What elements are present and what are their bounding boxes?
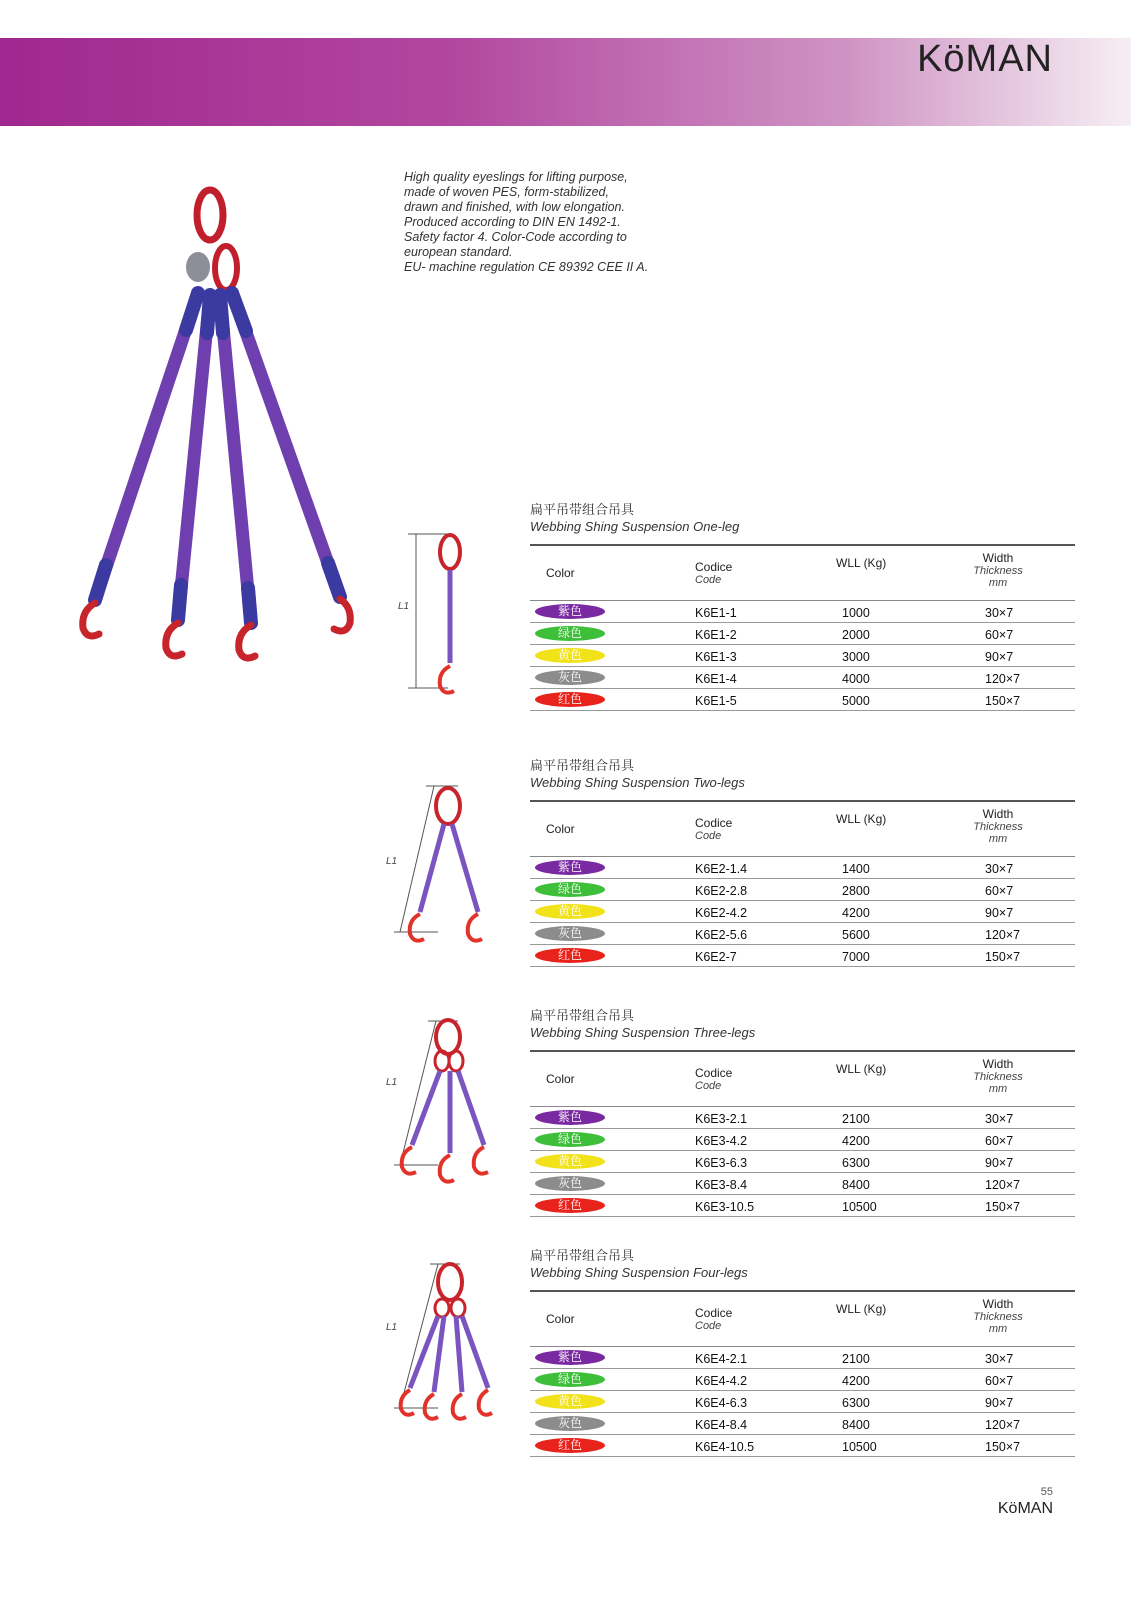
color-badge: 灰色 bbox=[535, 926, 605, 941]
table-row bbox=[530, 857, 1075, 879]
master-link-icon bbox=[186, 190, 237, 290]
hook-icon bbox=[440, 1155, 454, 1182]
wll-cell: 10500 bbox=[842, 1440, 877, 1454]
product-description bbox=[404, 170, 664, 275]
table-row bbox=[530, 667, 1075, 689]
table-row bbox=[530, 1391, 1075, 1413]
color-badge: 绿色 bbox=[535, 882, 605, 897]
wll-cell: 2100 bbox=[842, 1352, 870, 1366]
table-row bbox=[530, 601, 1075, 623]
dim-cell: 120×7 bbox=[985, 1178, 1021, 1192]
dim-cell: 90×7 bbox=[985, 1396, 1014, 1410]
dim-cell: 150×7 bbox=[985, 950, 1021, 964]
section-title-cn: 扁平吊带组合吊具 bbox=[530, 502, 635, 517]
header-code: Codice Code bbox=[695, 816, 733, 842]
footer-brand-logo: KöMAN bbox=[997, 1500, 1053, 1517]
wll-cell: 4200 bbox=[842, 1374, 870, 1388]
code-cell: K6E2-4.2 bbox=[695, 906, 748, 920]
color-badge: 红色 bbox=[535, 948, 605, 963]
one-leg-diagram bbox=[398, 528, 508, 708]
header-wll: WLL (Kg) bbox=[836, 812, 887, 826]
hook-icon bbox=[453, 1394, 466, 1419]
dim-cell: 30×7 bbox=[985, 1112, 1014, 1126]
section-one-leg bbox=[530, 502, 1075, 708]
section-title-en: Webbing Shing Suspension Four-legs bbox=[530, 1265, 748, 1280]
table-row bbox=[530, 689, 1075, 711]
description-line: Produced according to DIN EN 1492-1. bbox=[404, 215, 621, 229]
wll-cell: 4200 bbox=[842, 906, 870, 920]
dimension-label: L1 bbox=[386, 1077, 398, 1088]
description-line: EU- machine regulation CE 89392 CEE II A. bbox=[404, 260, 649, 274]
code-cell: K6E2-2.8 bbox=[695, 884, 748, 898]
color-badge: 紫色 bbox=[535, 604, 605, 619]
code-cell: K6E3-4.2 bbox=[695, 1134, 748, 1148]
color-badge: 紫色 bbox=[535, 1350, 605, 1365]
dim-cell: 60×7 bbox=[985, 1134, 1014, 1148]
header-color: Color bbox=[546, 566, 575, 580]
webbing-sleeves bbox=[95, 293, 340, 623]
table-row bbox=[530, 1347, 1075, 1369]
section-three-legs bbox=[530, 1008, 1075, 1214]
master-link-icon bbox=[438, 1264, 462, 1300]
wll-cell: 4000 bbox=[842, 672, 870, 686]
color-badge: 灰色 bbox=[535, 670, 605, 685]
dim-cell: 30×7 bbox=[985, 862, 1014, 876]
table-row bbox=[530, 879, 1075, 901]
header-code: Codice Code bbox=[695, 560, 733, 586]
color-badge: 灰色 bbox=[535, 1176, 605, 1191]
header-width: Width Thickness mm bbox=[973, 1057, 1023, 1095]
four-legs-diagram bbox=[386, 1258, 508, 1438]
wll-cell: 6300 bbox=[842, 1156, 870, 1170]
wll-cell: 1000 bbox=[842, 606, 870, 620]
table-row bbox=[530, 1107, 1075, 1129]
section-title-cn: 扁平吊带组合吊具 bbox=[530, 1248, 635, 1263]
spec-table bbox=[530, 544, 1075, 711]
code-cell: K6E1-2 bbox=[695, 628, 737, 642]
wll-cell: 4200 bbox=[842, 1134, 870, 1148]
section-title-cn: 扁平吊带组合吊具 bbox=[530, 758, 635, 773]
wll-cell: 8400 bbox=[842, 1418, 870, 1432]
code-cell: K6E1-1 bbox=[695, 606, 737, 620]
wll-cell: 6300 bbox=[842, 1396, 870, 1410]
dim-cell: 120×7 bbox=[985, 672, 1021, 686]
wll-cell: 5000 bbox=[842, 694, 870, 708]
wll-cell: 10500 bbox=[842, 1200, 877, 1214]
color-badge: 绿色 bbox=[535, 1132, 605, 1147]
code-cell: K6E1-5 bbox=[695, 694, 737, 708]
header-code: Codice Code bbox=[695, 1066, 733, 1092]
color-badge: 紫色 bbox=[535, 1110, 605, 1125]
code-cell: K6E1-3 bbox=[695, 650, 737, 664]
wll-cell: 3000 bbox=[842, 650, 870, 664]
section-four-legs bbox=[530, 1248, 1075, 1454]
dim-cell: 150×7 bbox=[985, 1440, 1021, 1454]
code-cell: K6E2-5.6 bbox=[695, 928, 748, 942]
hook-icon bbox=[440, 666, 454, 693]
brand-logo: KöMAN bbox=[917, 38, 1053, 80]
dim-cell: 60×7 bbox=[985, 628, 1014, 642]
header-color: Color bbox=[546, 822, 575, 836]
spec-table bbox=[530, 1290, 1075, 1457]
header-width: Width Thickness mm bbox=[973, 551, 1023, 589]
header-wll: WLL (Kg) bbox=[836, 1062, 887, 1076]
wll-cell: 2000 bbox=[842, 628, 870, 642]
description-line: drawn and finished, with low elongation. bbox=[404, 200, 625, 214]
wll-cell: 7000 bbox=[842, 950, 870, 964]
code-cell: K6E3-10.5 bbox=[695, 1200, 755, 1214]
header-color: Color bbox=[546, 1072, 575, 1086]
webbing-legs bbox=[95, 293, 340, 623]
table-row bbox=[530, 1195, 1075, 1217]
table-row bbox=[530, 1129, 1075, 1151]
code-cell: K6E4-6.3 bbox=[695, 1396, 748, 1410]
dim-cell: 120×7 bbox=[985, 928, 1021, 942]
wll-cell: 1400 bbox=[842, 862, 870, 876]
section-title-en: Webbing Shing Suspension Three-legs bbox=[530, 1025, 756, 1040]
hook-icon bbox=[474, 1147, 488, 1174]
description-line: european standard. bbox=[404, 245, 513, 259]
hook-icon bbox=[402, 1147, 416, 1174]
table-header bbox=[530, 1052, 1075, 1107]
dim-cell: 30×7 bbox=[985, 606, 1014, 620]
hook-icon bbox=[410, 914, 424, 941]
description-line: made of woven PES, form-stabilized, bbox=[404, 185, 609, 199]
dimension-label: L1 bbox=[386, 1322, 398, 1333]
code-cell: K6E2-1.4 bbox=[695, 862, 748, 876]
dim-cell: 30×7 bbox=[985, 1352, 1014, 1366]
table-header bbox=[530, 1292, 1075, 1347]
table-row bbox=[530, 1173, 1075, 1195]
master-link-icon bbox=[440, 535, 460, 569]
header-code: Codice Code bbox=[695, 1306, 733, 1332]
table-row bbox=[530, 623, 1075, 645]
dim-cell: 120×7 bbox=[985, 1418, 1021, 1432]
wll-cell: 8400 bbox=[842, 1178, 870, 1192]
section-title-en: Webbing Shing Suspension One-leg bbox=[530, 519, 740, 534]
code-cell: K6E2-7 bbox=[695, 950, 737, 964]
dim-cell: 150×7 bbox=[985, 694, 1021, 708]
color-badge: 黄色 bbox=[535, 1154, 605, 1169]
header-width: Width Thickness mm bbox=[973, 807, 1023, 845]
wll-cell: 2800 bbox=[842, 884, 870, 898]
table-row bbox=[530, 1435, 1075, 1457]
spec-table bbox=[530, 1050, 1075, 1217]
dimension-label: L1 bbox=[398, 601, 410, 612]
color-badge: 红色 bbox=[535, 692, 605, 707]
header-wll: WLL (Kg) bbox=[836, 1302, 887, 1316]
four-leg-sling-photo bbox=[58, 175, 378, 695]
color-badge: 绿色 bbox=[535, 1372, 605, 1387]
hook-icon bbox=[468, 914, 482, 941]
code-cell: K6E3-8.4 bbox=[695, 1178, 748, 1192]
color-badge: 黄色 bbox=[535, 904, 605, 919]
header-width: Width Thickness mm bbox=[973, 1297, 1023, 1335]
color-badge: 黄色 bbox=[535, 648, 605, 663]
two-legs-diagram bbox=[386, 780, 508, 960]
dim-cell: 90×7 bbox=[985, 650, 1014, 664]
code-cell: K6E4-4.2 bbox=[695, 1374, 748, 1388]
color-badge: 红色 bbox=[535, 1438, 605, 1453]
table-header bbox=[530, 802, 1075, 857]
code-cell: K6E4-8.4 bbox=[695, 1418, 748, 1432]
color-badge: 灰色 bbox=[535, 1416, 605, 1431]
table-row bbox=[530, 923, 1075, 945]
description-line: High quality eyeslings for lifting purpose, bbox=[404, 170, 628, 184]
section-title-en: Webbing Shing Suspension Two-legs bbox=[530, 775, 745, 790]
table-header bbox=[530, 546, 1075, 601]
wll-cell: 5600 bbox=[842, 928, 870, 942]
table-row bbox=[530, 645, 1075, 667]
page-number: 55 bbox=[1040, 1486, 1053, 1498]
hook-icon bbox=[425, 1394, 438, 1419]
dim-cell: 60×7 bbox=[985, 884, 1014, 898]
table-row bbox=[530, 1413, 1075, 1435]
section-two-legs bbox=[530, 758, 1075, 964]
code-cell: K6E4-2.1 bbox=[695, 1352, 748, 1366]
code-cell: K6E3-2.1 bbox=[695, 1112, 748, 1126]
table-row bbox=[530, 901, 1075, 923]
description-line: Safety factor 4. Color-Code according to bbox=[404, 230, 627, 244]
section-title-cn: 扁平吊带组合吊具 bbox=[530, 1008, 635, 1023]
color-badge: 绿色 bbox=[535, 626, 605, 641]
hook-icon bbox=[479, 1390, 492, 1415]
hook-icon bbox=[401, 1390, 414, 1415]
master-link-icon bbox=[436, 788, 460, 824]
header-color: Color bbox=[546, 1312, 575, 1326]
master-link-icon bbox=[436, 1020, 460, 1054]
hook-icons bbox=[83, 599, 351, 658]
dim-cell: 150×7 bbox=[985, 1200, 1021, 1214]
color-badge: 红色 bbox=[535, 1198, 605, 1213]
dimension-label: L1 bbox=[386, 856, 398, 867]
dim-cell: 90×7 bbox=[985, 906, 1014, 920]
wll-cell: 2100 bbox=[842, 1112, 870, 1126]
spec-table bbox=[530, 800, 1075, 967]
three-legs-diagram bbox=[386, 1015, 508, 1195]
table-row bbox=[530, 1369, 1075, 1391]
dim-cell: 60×7 bbox=[985, 1374, 1014, 1388]
table-row bbox=[530, 945, 1075, 967]
code-cell: K6E3-6.3 bbox=[695, 1156, 748, 1170]
color-badge: 紫色 bbox=[535, 860, 605, 875]
dim-cell: 90×7 bbox=[985, 1156, 1014, 1170]
code-cell: K6E1-4 bbox=[695, 672, 737, 686]
table-row bbox=[530, 1151, 1075, 1173]
header-wll: WLL (Kg) bbox=[836, 556, 887, 570]
code-cell: K6E4-10.5 bbox=[695, 1440, 755, 1454]
color-badge: 黄色 bbox=[535, 1394, 605, 1409]
